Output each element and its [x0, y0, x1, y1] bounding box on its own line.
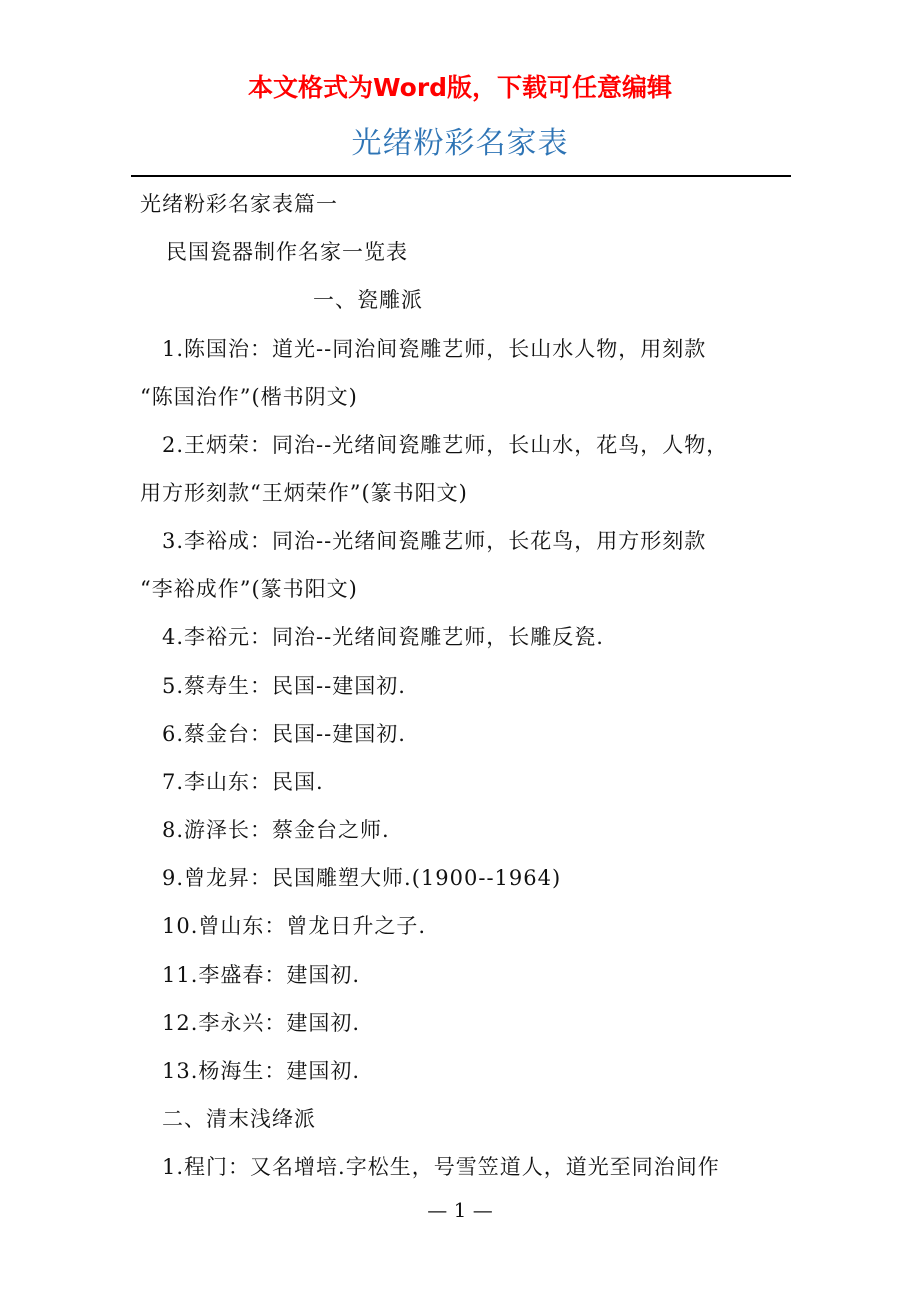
list-item: 10.曾山东：曾龙日升之子.	[162, 914, 427, 938]
list-item: 5.蔡寿生：民国--建国初.	[162, 674, 406, 698]
list-item: 2.王炳荣：同治--光绪间瓷雕艺师，长山水，花鸟，人物，	[162, 433, 729, 457]
list-item: 8.游泽长：蔡金台之师.	[162, 818, 390, 842]
list-item: 6.蔡金台：民国--建国初.	[162, 722, 406, 746]
subtitle: 民国瓷器制作名家一览表	[166, 240, 408, 264]
list-item: 1.程门：又名增培.字松生，号雪笠道人，道光至同治间作	[162, 1155, 720, 1179]
title-divider	[131, 175, 791, 177]
download-banner: 本文格式为Word版，下载可任意编辑	[247, 73, 673, 102]
list-item: 12.李永兴：建国初.	[162, 1011, 361, 1035]
list-item: 11.李盛春：建国初.	[162, 963, 361, 987]
list-item: 13.杨海生：建国初.	[162, 1059, 361, 1083]
list-item: 7.李山东：民国.	[162, 770, 324, 794]
list-item: 1.陈国治：道光--同治间瓷雕艺师，长山水人物，用刻款	[162, 337, 707, 361]
list-item-continuation: 用方形刻款“王炳荣作”(篆书阳文)	[140, 481, 468, 505]
section-heading: 光绪粉彩名家表篇一	[140, 192, 338, 216]
list-item: 4.李裕元：同治--光绪间瓷雕艺师，长雕反瓷.	[162, 625, 604, 649]
document-title: 光绪粉彩名家表	[351, 126, 569, 161]
list-item: 3.李裕成：同治--光绪间瓷雕艺师，长花鸟，用方形刻款	[162, 529, 707, 553]
category-heading: 一、瓷雕派	[313, 288, 423, 312]
page-number: — 1 —	[427, 1198, 493, 1222]
list-item-continuation: “陈国治作”(楷书阴文)	[140, 385, 358, 409]
list-item-continuation: “李裕成作”(篆书阳文)	[140, 577, 358, 601]
category-heading: 二、清末浅绛派	[162, 1107, 316, 1131]
list-item: 9.曾龙昇：民国雕塑大师.(1900--1964)	[162, 866, 562, 890]
